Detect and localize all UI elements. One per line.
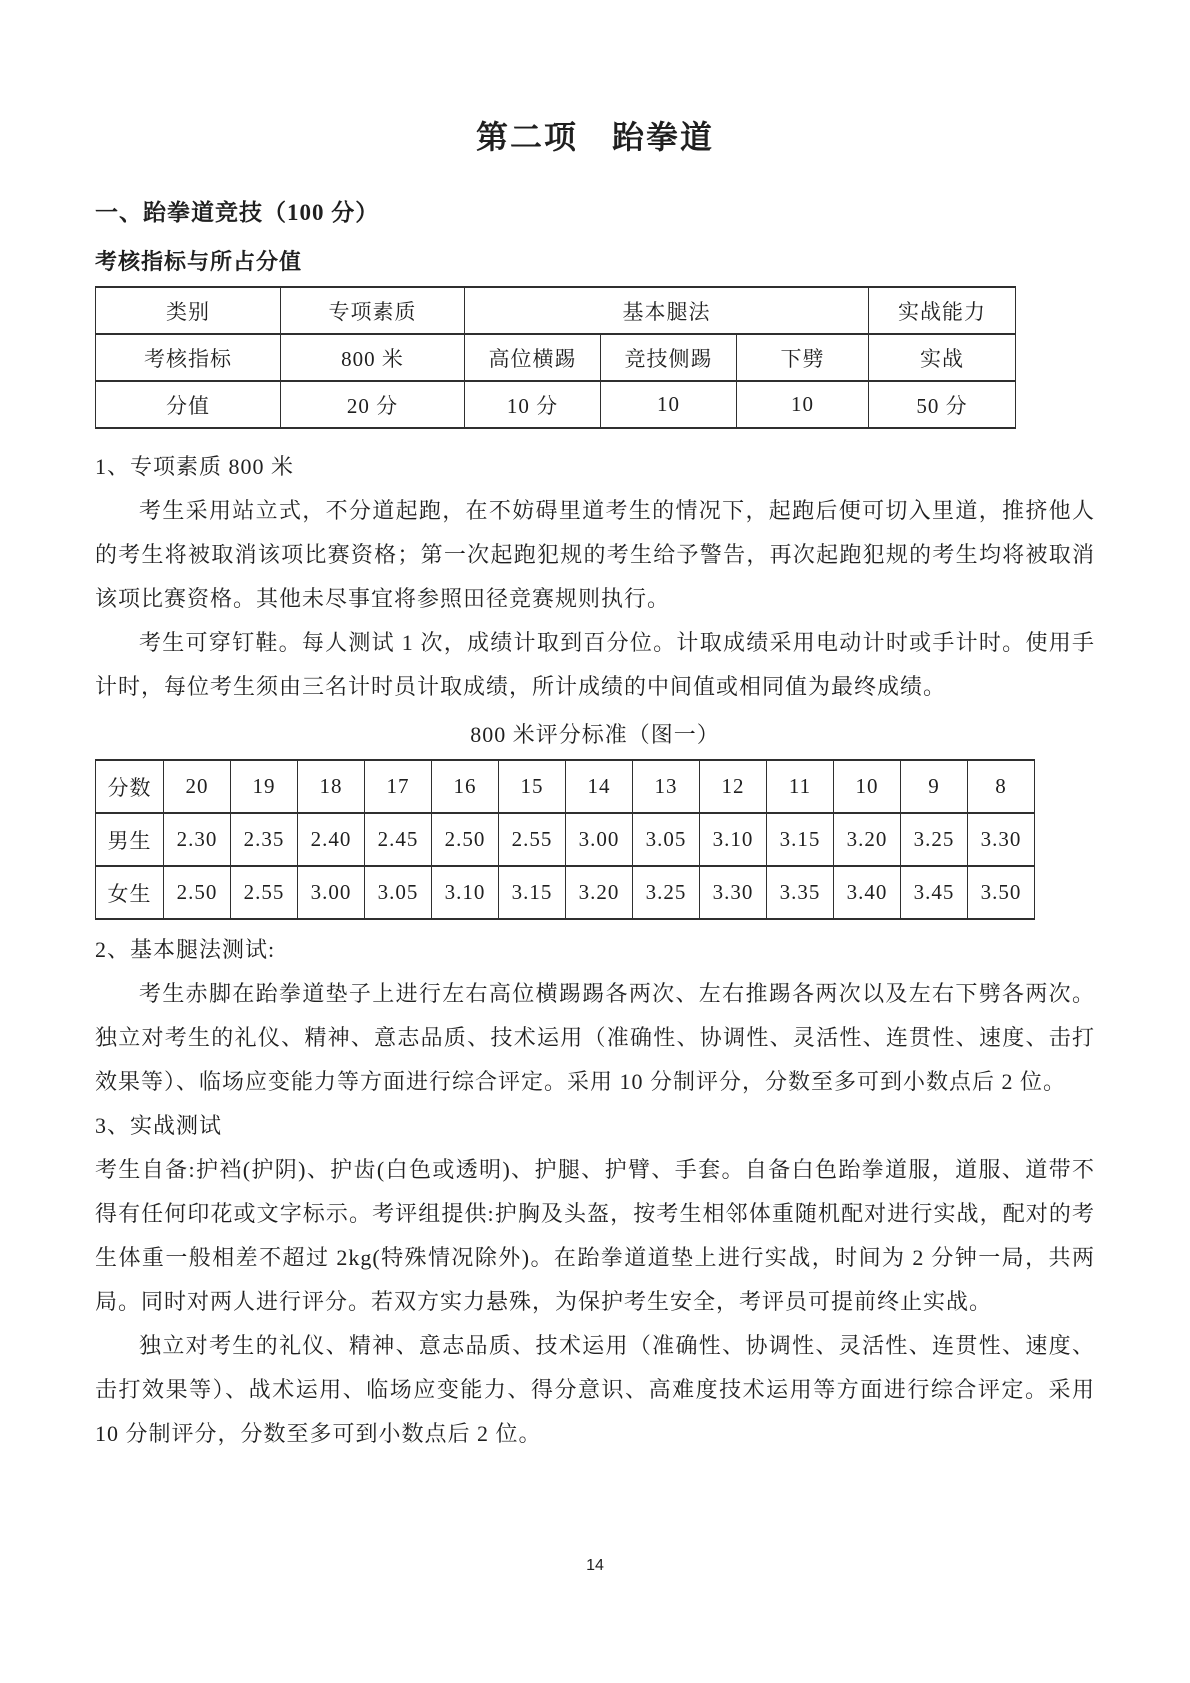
table-cell: 3.20 xyxy=(566,866,633,919)
table-cell: 19 xyxy=(231,760,298,813)
table-cell: 2.50 xyxy=(164,866,231,919)
table-cell: 11 xyxy=(767,760,834,813)
table-cell: 3.10 xyxy=(432,866,499,919)
table-cell: 20 xyxy=(164,760,231,813)
table-cell: 3.00 xyxy=(298,866,365,919)
table-row-male xyxy=(96,813,1035,866)
table-cell: 3.15 xyxy=(767,813,834,866)
table-cell: 下劈 xyxy=(737,334,869,381)
table-cell: 18 xyxy=(298,760,365,813)
item2-paragraph-1: 考生赤脚在跆拳道垫子上进行左右高位横踢踢各两次、左右推踢各两次以及左右下劈各两次。独立对考生的礼仪、精神、意志品质、技术运用（准确性、协调性、灵活性、连贯性、速度、击打效果等）、临场应变能力等方面进行综合评定。采用 10 分制评分，分数至多可到小数点后 2 位。 xyxy=(95,981,1095,1094)
header-cell-combat-ability: 实战能力 xyxy=(869,287,1016,334)
row-label-indicator: 考核指标 xyxy=(96,334,281,381)
table-cell: 17 xyxy=(365,760,432,813)
table-row-category xyxy=(96,287,1016,334)
table-cell: 10 xyxy=(737,381,869,428)
table-cell: 14 xyxy=(566,760,633,813)
table-cell: 高位横踢 xyxy=(465,334,601,381)
table-cell: 3.10 xyxy=(700,813,767,866)
header-cell-basic-kicks: 基本腿法 xyxy=(465,287,869,334)
table-cell: 2.55 xyxy=(231,866,298,919)
table-row-scores xyxy=(96,760,1035,813)
table-cell: 3.45 xyxy=(901,866,968,919)
table-cell: 竞技侧踢 xyxy=(601,334,737,381)
item3-paragraph-1: 考生自备:护裆(护阴)、护齿(白色或透明)、护腿、护臂、手套。自备白色跆拳道服，道服、道带不得有任何印花或文字标示。考评组提供:护胸及头盔，按考生相邻体重随机配对进行实战，配对的考生体重一般相差不超过 2kg(特殊情况除外)。在跆拳道道垫上进行实战，时间为 2 分钟一局，共两局。同时对两人进行评分。若双方实力悬殊，为保护考生安全，考评员可提前终止实战。 xyxy=(95,1157,1095,1314)
table-row-values xyxy=(96,381,1016,428)
table-cell: 2.30 xyxy=(164,813,231,866)
table-cell: 8 xyxy=(968,760,1035,813)
indicators-subheading: 考核指标与所占分值 xyxy=(95,249,303,274)
item2-heading: 2、基本腿法测试: xyxy=(95,937,276,962)
table-cell: 3.20 xyxy=(834,813,901,866)
table-cell: 10 xyxy=(601,381,737,428)
section-heading-competition: 一、跆拳道竞技（100 分） xyxy=(95,200,380,225)
table-cell: 3.50 xyxy=(968,866,1035,919)
table-cell: 2.45 xyxy=(365,813,432,866)
page-number: 14 xyxy=(586,1557,604,1574)
row-label-male: 男生 xyxy=(96,813,164,866)
table-cell: 实战 xyxy=(869,334,1016,381)
item3-paragraph-2: 独立对考生的礼仪、精神、意志品质、技术运用（准确性、协调性、灵活性、连贯性、速度、击打效果等）、战术运用、临场应变能力、得分意识、高难度技术运用等方面进行综合评定。采用 10 分制评分，分数至多可到小数点后 2 位。 xyxy=(95,1333,1095,1446)
table-cell: 3.40 xyxy=(834,866,901,919)
table-cell: 15 xyxy=(499,760,566,813)
item1-heading: 1、专项素质 800 米 xyxy=(95,454,295,479)
table-cell: 12 xyxy=(700,760,767,813)
table-cell: 3.30 xyxy=(700,866,767,919)
item1-paragraph-2: 考生可穿钉鞋。每人测试 1 次，成绩计取到百分位。计取成绩采用电动计时或手计时。使用手计时，每位考生须由三名计时员计取成绩，所计成绩的中间值或相同值为最终成绩。 xyxy=(95,630,1095,699)
table-cell: 10 xyxy=(834,760,901,813)
table-cell: 50 分 xyxy=(869,381,1016,428)
table-cell: 3.35 xyxy=(767,866,834,919)
row-label-female: 女生 xyxy=(96,866,164,919)
item3-heading: 3、实战测试 xyxy=(95,1113,223,1138)
table-cell: 2.40 xyxy=(298,813,365,866)
score-allocation-table xyxy=(95,286,1016,429)
table-cell: 3.05 xyxy=(633,813,700,866)
table-cell: 3.30 xyxy=(968,813,1035,866)
table-cell: 2.55 xyxy=(499,813,566,866)
table-cell: 13 xyxy=(633,760,700,813)
table-cell: 3.15 xyxy=(499,866,566,919)
table-row-indicators xyxy=(96,334,1016,381)
item1-paragraph-1: 考生采用站立式，不分道起跑，在不妨碍里道考生的情况下，起跑后便可切入里道，推挤他人的考生将被取消该项比赛资格；第一次起跑犯规的考生给予警告，再次起跑犯规的考生均将被取消该项比赛资格。其他未尽事宜将参照田径竞赛规则执行。 xyxy=(95,498,1095,611)
header-cell-category: 类别 xyxy=(96,287,281,334)
table-cell: 2.50 xyxy=(432,813,499,866)
table-cell: 9 xyxy=(901,760,968,813)
scoring-standards-table xyxy=(95,759,1035,920)
table-cell: 20 分 xyxy=(281,381,465,428)
table-cell: 3.00 xyxy=(566,813,633,866)
table-cell: 3.05 xyxy=(365,866,432,919)
standards-table-caption: 800 米评分标准（图一） xyxy=(470,722,720,747)
table-cell: 3.25 xyxy=(901,813,968,866)
table-row-female xyxy=(96,866,1035,919)
row-label-value: 分值 xyxy=(96,381,281,428)
table-cell: 2.35 xyxy=(231,813,298,866)
page-title: 第二项 跆拳道 xyxy=(475,119,714,155)
row-label-score: 分数 xyxy=(96,760,164,813)
table-cell: 3.25 xyxy=(633,866,700,919)
header-cell-special-quality: 专项素质 xyxy=(281,287,465,334)
table-cell: 800 米 xyxy=(281,334,465,381)
table-cell: 16 xyxy=(432,760,499,813)
table-cell: 10 分 xyxy=(465,381,601,428)
